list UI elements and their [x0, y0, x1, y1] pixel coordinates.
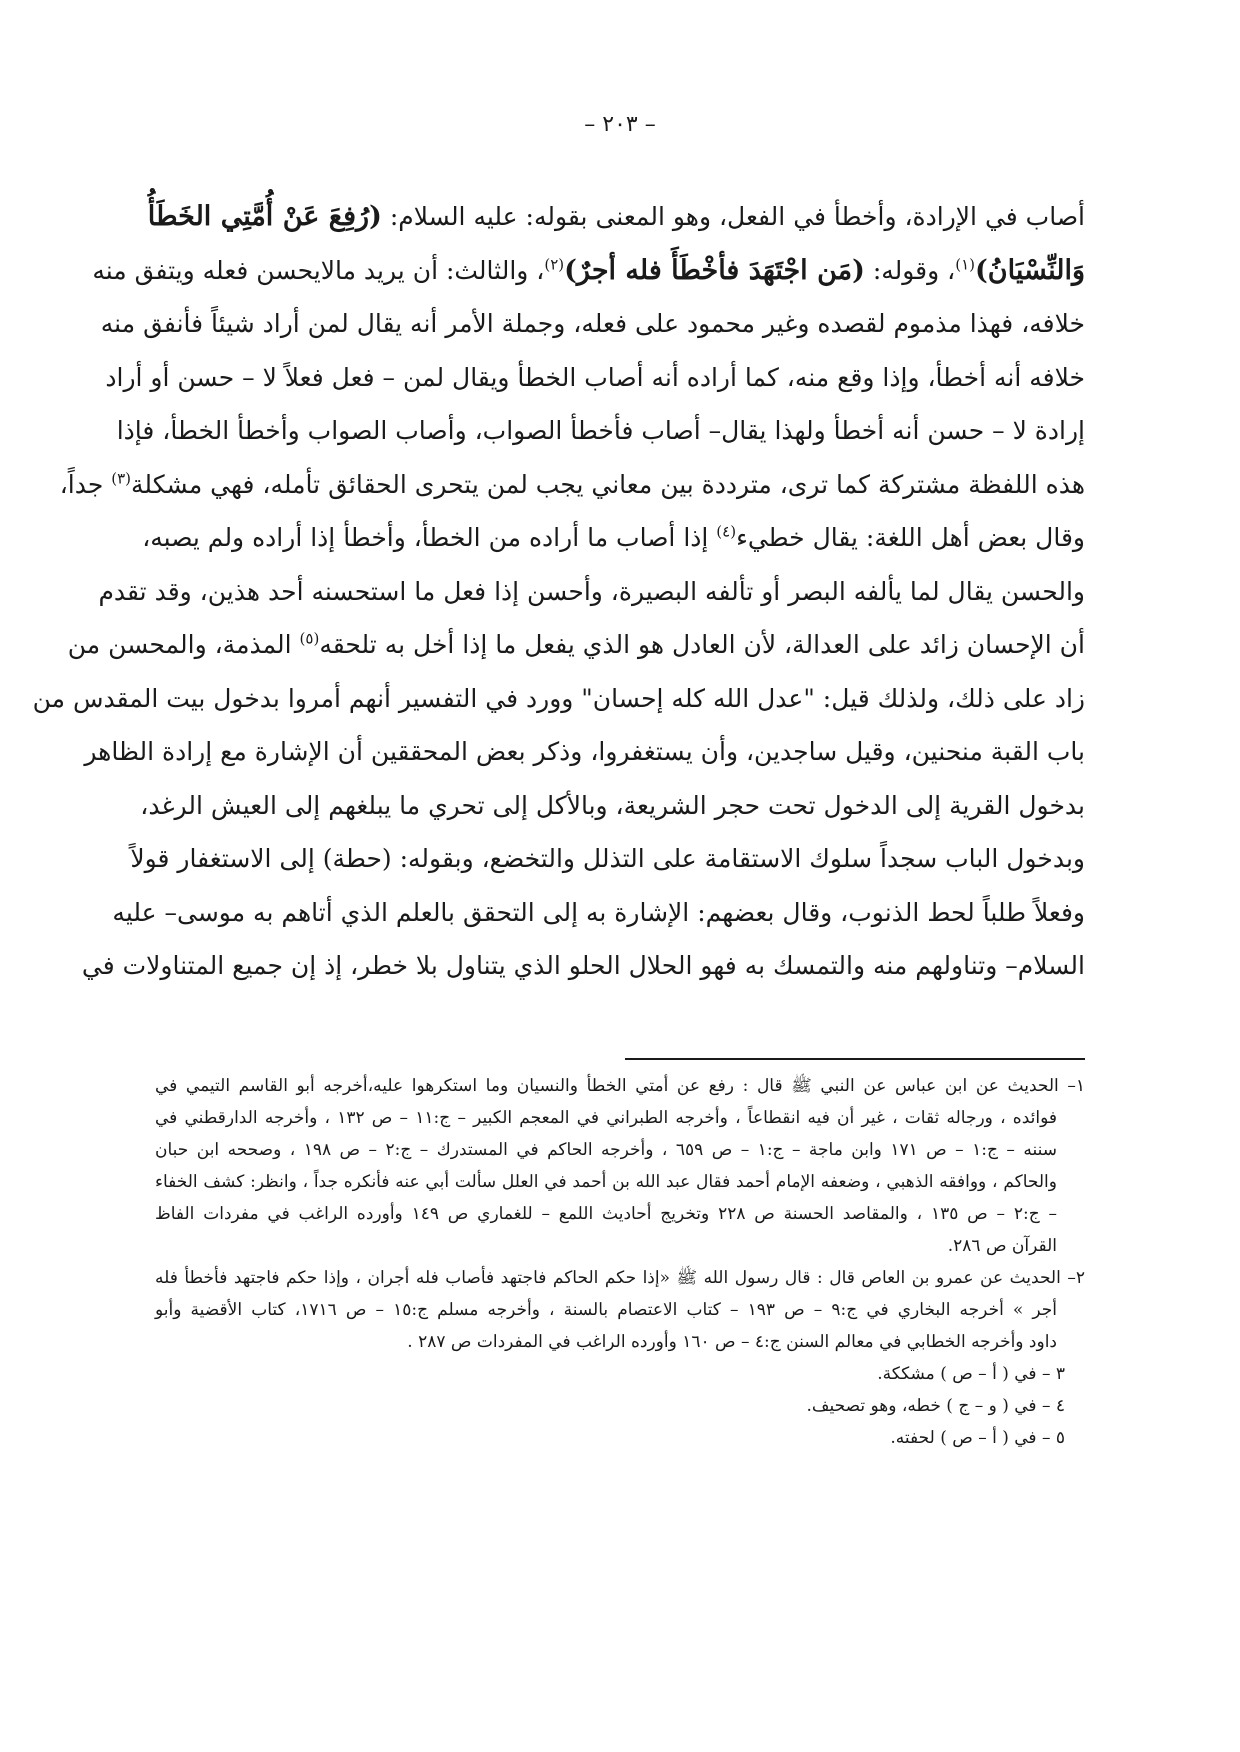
- footnote-1: [155, 1070, 1085, 1262]
- text-run: هذه اللفظة مشتركة كما ترى، مترددة بين معاني يجب لمن يتحرى الحقائق تأمله، فهي مشكلة: [131, 469, 1085, 499]
- body-line: [67, 618, 1085, 672]
- footnote-2: [155, 1262, 1085, 1358]
- footnote-line: أجر » أخرجه البخاري في ج:٩ – ص ١٩٣ – كتاب الاعتصام بالسنة ، وأخرجه مسلم ج:١٥ – ص ١٧١٦، كتاب الأقضية وأبو: [155, 1300, 1058, 1320]
- footnote-line: القرآن ص ٢٨٦.: [947, 1236, 1057, 1256]
- text-run: إذا أصاب ما أراده من الخطأ، وأخطأ إذا أراده ولم يصبه،: [142, 523, 717, 552]
- body-line: [112, 886, 1085, 940]
- hadith-quote: وَالنِّسْيَانُ): [975, 254, 1085, 286]
- footnote-3: ٣ – في ( أ – ص ) مشككة.: [877, 1364, 1065, 1384]
- text-run: بدخول القرية إلى الدخول تحت حجر الشريعة، وبالأكل إلى تحري ما يبلغهم إلى العيش الرغد،: [140, 790, 1085, 820]
- footnote-line: داود وأخرجه الخطابي في معالم السنن ج:٤ – ص ١٦٠ وأورده الراغب في المفردات ص ٢٨٧ .: [407, 1332, 1057, 1352]
- body-line: [81, 939, 1085, 993]
- text-run: أن الإحسان زائد على العدالة، لأن العادل هو الذي يفعل ما إذا أخل به تلحقه: [319, 630, 1085, 659]
- text-run: وفعلاً طلباً لحط الذنوب، وقال بعضهم: الإشارة به إلى التحقق بالعلم الذي أتاهم به موسى– عليه: [112, 897, 1085, 927]
- footnote-ref: (٤): [716, 522, 737, 541]
- body-line: [84, 725, 1085, 779]
- footnote-5: ٥ – في ( أ – ص ) لحفته.: [890, 1428, 1065, 1448]
- text-run: ، والثالث: أن يريد مالايحسن فعله ويتفق منه: [92, 255, 545, 285]
- hadith-quote: (رُفِعَ عَنْ أُمَّتِي الخَطَأُ: [147, 201, 382, 232]
- text-run: المذمة، والمحسن من: [67, 630, 300, 659]
- body-line: [142, 511, 1085, 565]
- text-run: ، وقوله:: [864, 255, 956, 285]
- body-line: [59, 458, 1085, 512]
- hadith-quote: (مَن اجْتَهَدَ فأخْطَأَ فله أجرٌ): [564, 254, 865, 286]
- footnote-line: – ج:٢ – ص ١٣٥ ، والمقاصد الحسنة ص ٢٢٨ وتخريج أحاديث اللمع – للغماري ص ١٤٩ وأورده الراغب في مفردات الفاظ: [155, 1204, 1057, 1224]
- text-run: وبدخول الباب سجداً سلوك الاستقامة على التذلل والتخضع، وبقوله: (حطة) إلى الاستغفار قولاً: [130, 844, 1085, 873]
- body-line: [116, 404, 1085, 458]
- footnote-line: ٢– الحديث عن عمرو بن العاص قال : قال رسول الله ﷺ «إذا حكم الحاكم فاجتهد فأصاب فله أجران ، وإذا حكم فاجتهد فأخطأ فله: [155, 1268, 1085, 1288]
- text-run: وقال بعض أهل اللغة: يقال خطيء: [736, 523, 1085, 552]
- footnote-ref: (١): [955, 255, 976, 274]
- text-run: إرادة لا – حسن أنه أخطأ ولهذا يقال– أصاب فأخطأ الصواب، وأصاب الصواب وأخطأ الخطأ، فإذا: [116, 416, 1085, 445]
- text-run: جداً،: [59, 469, 112, 499]
- footnote-line: والحاكم ، ووافقه الذهبي ، وضعفه الإمام أحمد فقال عبد الله بن أحمد في العلل سألت أبي عنه فأنكره جداً ، وانظر: كشف الخفاء: [155, 1172, 1057, 1192]
- text-run: السلام– وتناولهم منه والتمسك به فهو الحلال الحلو الذي يتناول بلا خطر، إذ إن جميع المتناولات في: [81, 951, 1085, 980]
- footnote-separator: [625, 1058, 1085, 1060]
- page-number: – ٢٠٣ –: [584, 112, 656, 137]
- body-line: [92, 244, 1085, 298]
- body-line: [130, 832, 1085, 886]
- footnotes: [155, 1070, 1085, 1454]
- body-line: [105, 351, 1085, 405]
- text-run: أصاب في الإرادة، وأخطأ في الفعل، وهو المعنى بقوله: عليه السلام:: [381, 202, 1085, 231]
- footnote-line: ١– الحديث عن ابن عباس عن النبي ﷺ قال : رفع عن أمتي الخطأ والنسيان وما استكرهوا عليه،أخرجه أبو القاسم التيمي في: [155, 1076, 1085, 1096]
- main-text: [32, 190, 1085, 993]
- body-line: [32, 672, 1085, 726]
- footnote-ref: (٣): [111, 469, 132, 488]
- footnote-line: فوائده ، ورجاله ثقات ، غير أن فيه انقطاعاً ، وأخرجه الطبراني في المعجم الكبير – ج:١١ – ص ١٣٢ ، وأخرجه الدارقطني في: [155, 1108, 1057, 1128]
- body-line: [147, 190, 1085, 244]
- footnote-4: ٤ – في ( و – ج ) خطه، وهو تصحيف.: [806, 1396, 1065, 1416]
- footnote-ref: (٢): [544, 255, 565, 274]
- footnote-line: سننه – ج:١ – ص ١٧١ وابن ماجة – ج:١ – ص ٦٥٩ ، وأخرجه الحاكم في المستدرك – ج:٢ – ص ١٩٨ ، وصححه ابن حبان: [155, 1140, 1057, 1160]
- body-line: [140, 779, 1085, 833]
- text-run: والحسن يقال لما يألفه البصر أو تألفه البصيرة، وأحسن إذا فعل ما استحسنه أحد هذين، وقد تقدم: [98, 576, 1085, 606]
- text-run: زاد على ذلك، ولذلك قيل: "عدل الله كله إحسان" وورد في التفسير أنهم أمروا بدخول بيت المقدس من: [32, 683, 1085, 713]
- text-run: خلافه، فهذا مذموم لقصده وغير محمود على فعله، وجملة الأمر أنه يقال لمن أراد شيئاً فأنفق منه: [100, 309, 1085, 338]
- text-run: باب القبة منحنين، وقيل ساجدين، وأن يستغفروا، وذكر بعض المحققين أن الإشارة مع إرادة الظاهر: [84, 737, 1085, 766]
- text-run: خلافه أنه أخطأ، وإذا وقع منه، كما أراده أنه أصاب الخطأ ويقال لمن – فعل فعلاً لا – حسن أو أراد: [105, 362, 1085, 392]
- body-line: [100, 297, 1085, 351]
- body-line: [98, 565, 1085, 619]
- footnote-ref: (٥): [299, 629, 320, 648]
